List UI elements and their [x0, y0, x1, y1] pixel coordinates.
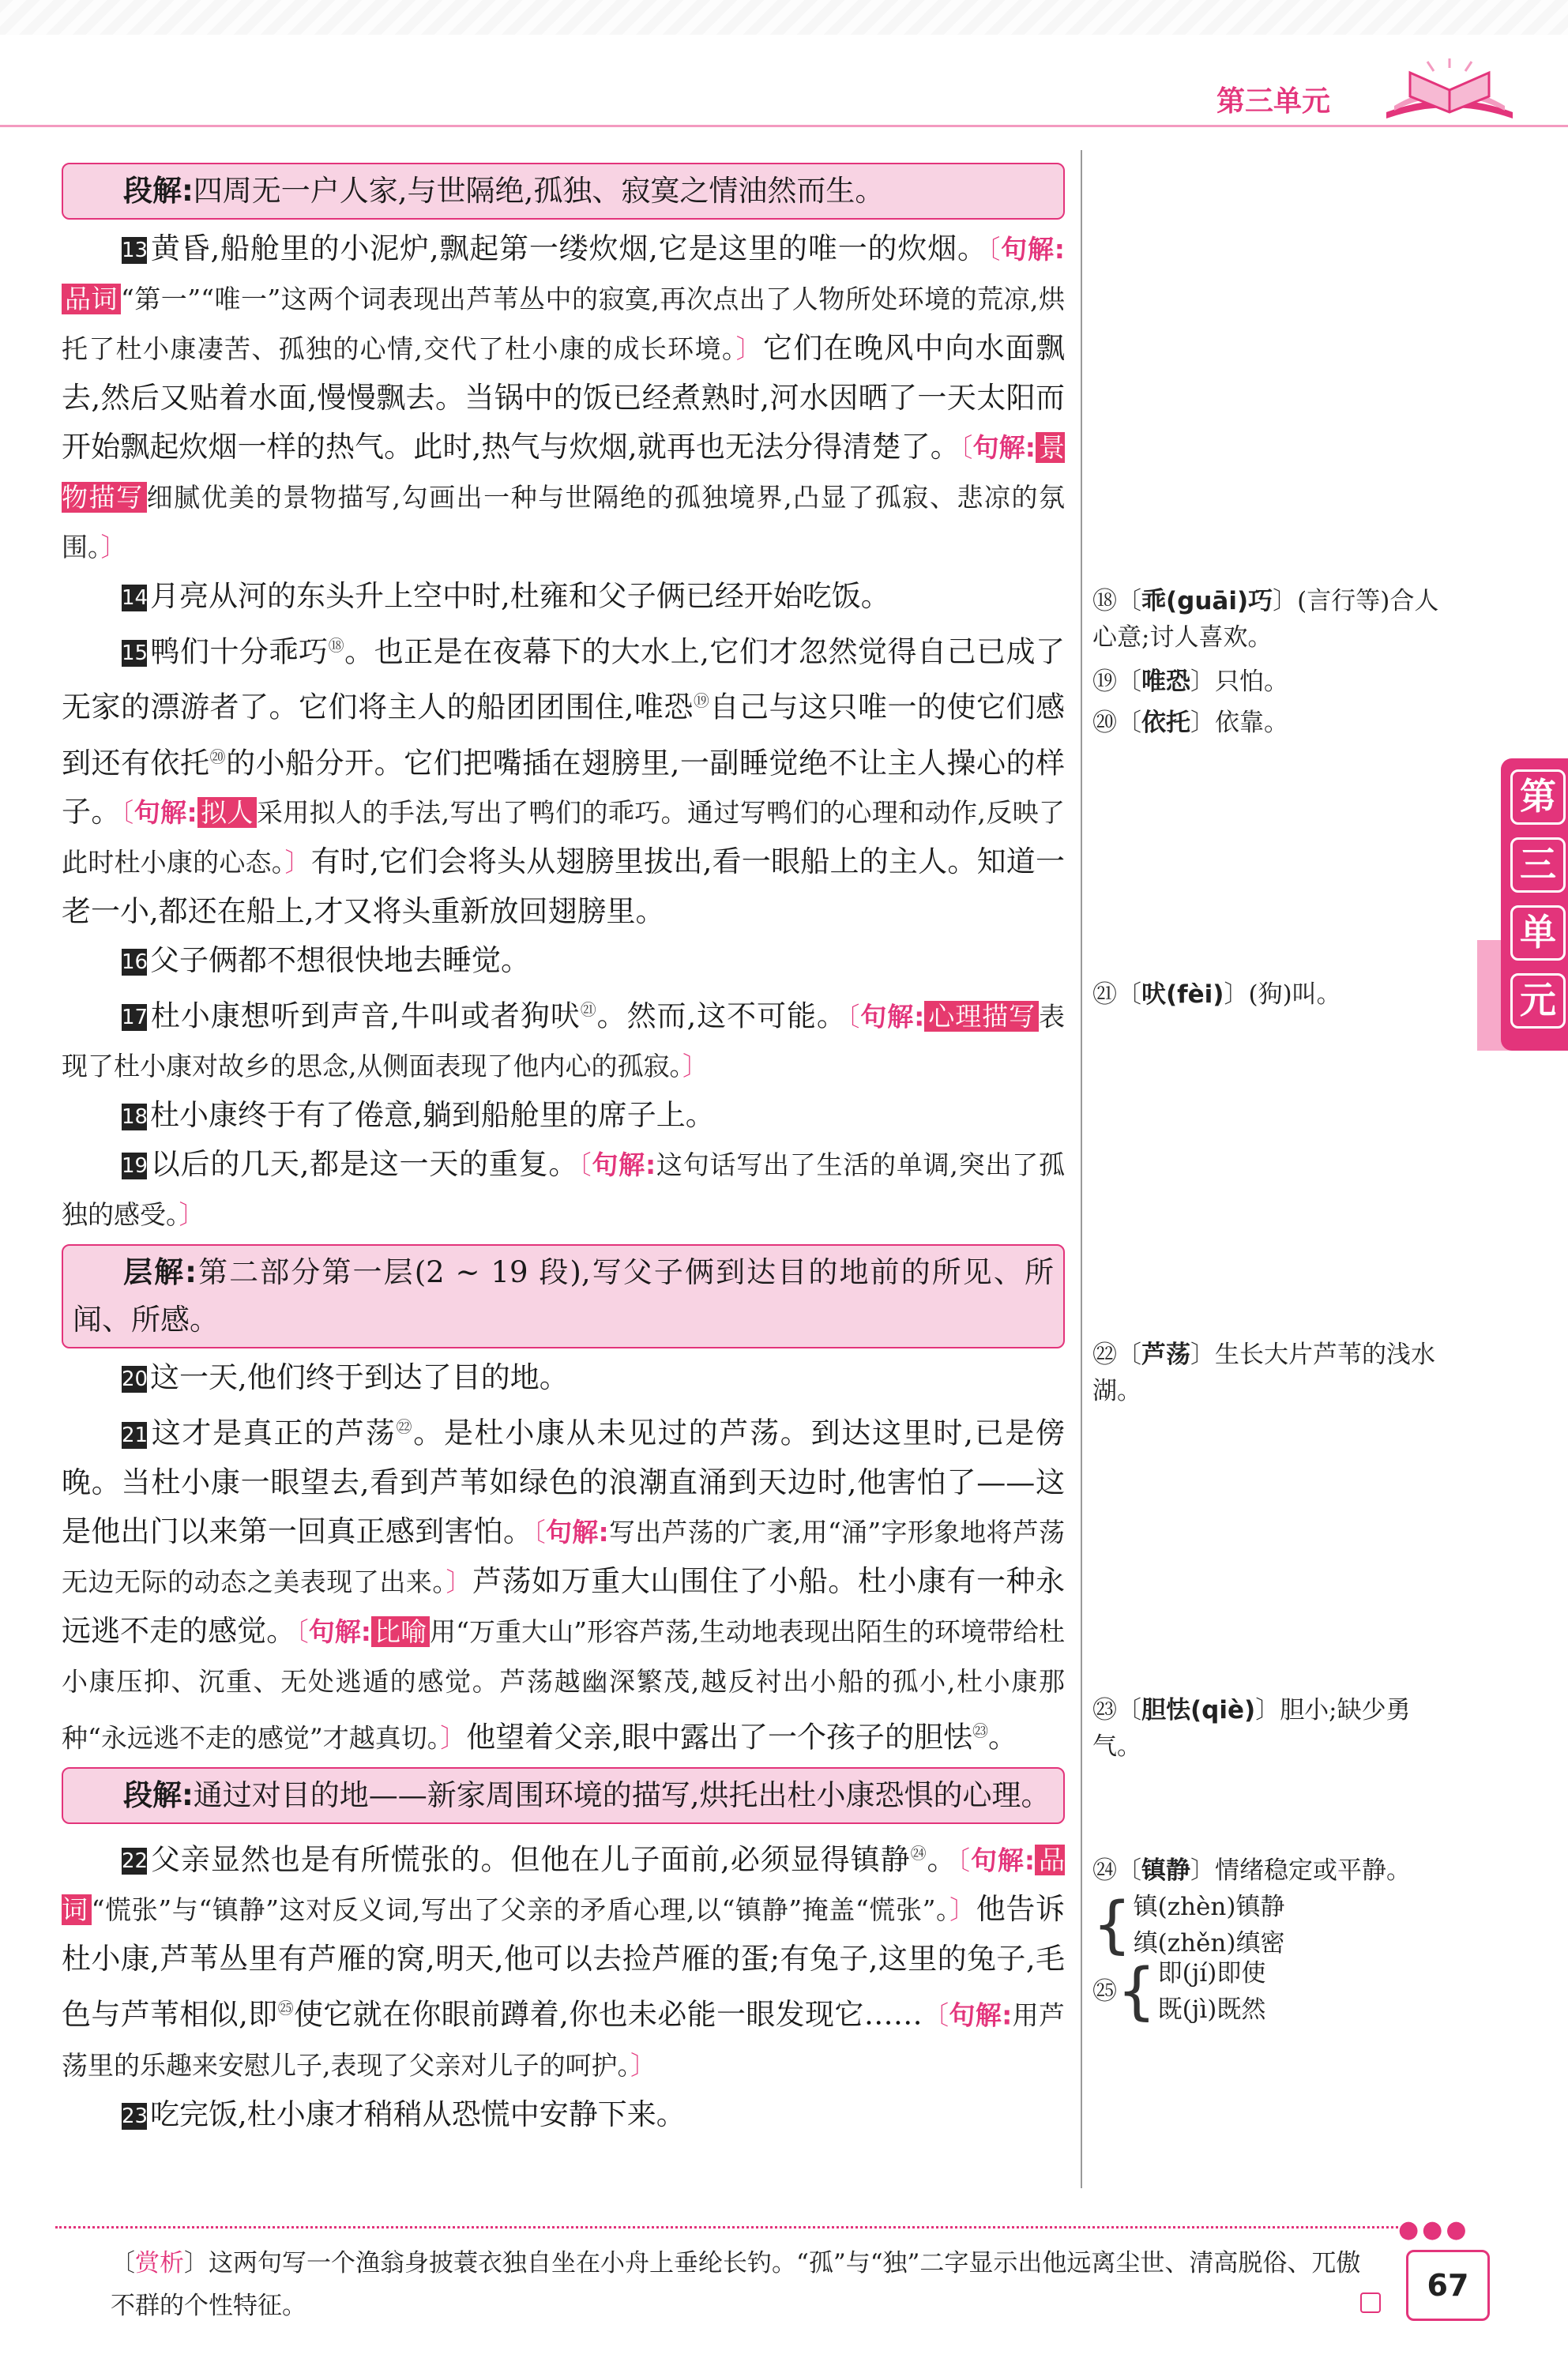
appreciation-note: 〔赏析〕这两句写一个渔翁身披蓑衣独自坐在小舟上垂纶长钓。“孤”与“独”二字显示出他远离尘世、清高脱俗、兀傲不群的个性特征。	[111, 2249, 1361, 2320]
tab-char: 三	[1510, 837, 1566, 893]
paragraph-number: 18	[122, 1105, 149, 1130]
tab-char: 第	[1510, 769, 1566, 825]
paragraph-number: 22	[122, 1849, 149, 1874]
side-note-23: ㉓〔胆怯(qiè)〕胆小;缺少勇气。	[1092, 1696, 1411, 1761]
note-definition: 情绪稳定或平静。	[1215, 1856, 1411, 1885]
top-stripe	[0, 0, 1568, 35]
note-word: 胆怯(qiè)	[1141, 1696, 1256, 1724]
note-definition: (狗)叫。	[1248, 980, 1341, 1009]
side-note-20: ⑳〔依托〕依靠。	[1092, 709, 1288, 737]
paragraph-15: 15鸭们十分乖巧⑱。也正是在夜幕下的大水上,它们才忽然觉得自己已成了无家的漂游者了。它们将主人的船团团围住,唯恐⑲自己与这只唯一的使它们感到还有依托⑳的小船分开。它们把嘴插在翅膀里,一副睡觉绝不让主人操心的样子。〔句解: 拟人 采用拟人的手法,写出了鸭们的乖巧。通过写鸭们的心理和动作,反映了此时杜小康的心态。〕有时,它们会将头从翅膀里拔出,看一眼船上的主人。知道一老一小,都还在船上,才又将头重新放回翅膀里。	[62, 634, 1066, 928]
layer-note	[62, 1244, 1065, 1348]
segment-label: 段解:	[123, 174, 194, 208]
paragraph-17: 17杜小康想听到声音,牛叫或者狗吠$^㉑$。然而,这不可能。〔句解: 心理描写 表现了杜小康对故乡的思念,从侧面表现了他内心的孤寂。〕	[62, 999, 1066, 1082]
note-word: 镇静	[1141, 1856, 1190, 1885]
sentence-annotation: 〔句解:写出芦荡的广袤,用“涌”字形象地将芦荡无边无际的动态之美表现了出来。〕	[62, 1516, 1066, 1597]
note-number: ㉕	[1092, 1977, 1117, 2006]
paragraph-13: 13黄昏,船舱里的小泥炉,飘起第一缕炊烟,它是这里的唯一的炊烟。〔句解:品词 “第一”“唯一”这两个词表现出芦苇丛中的寂寞,再次点出了人物所处环境的荒凉,烘托了杜小康凄苦、孤独的心情,交代了杜小康的成长环境。〕它们在晚风中向水面飘去,然后又贴着水面,慢慢飘去。当锅中的饭已经煮熟时,河水因晒了一天太阳而开始飘起炊烟一样的热气。此时,热气与炊烟,就再也无法分得清楚了。〔句解: 景物描写 细腻优美的景物描写,勾画出一种与世隔绝的孤独境界,凸显了孤寂、悲凉的氛围。〕	[62, 231, 1065, 562]
annotation-tag: 景物描写	[62, 432, 1065, 513]
footnote-ref: ㉕	[277, 1999, 294, 2018]
note-word: 乖(guāi)巧	[1141, 587, 1273, 615]
note-number: ㉒	[1092, 1341, 1117, 1369]
layer-label: 层解:	[123, 1255, 197, 1290]
appreciation-text: 这两句写一个渔翁身披蓑衣独自坐在小舟上垂纶长钓。“孤”与“独”二字显示出他远离尘世、清高脱俗、兀傲不群的个性特征。	[111, 2249, 1361, 2320]
segment-label: 段解:	[123, 1777, 194, 1812]
footnote-ref: ㉑	[580, 999, 597, 1019]
sentence-annotation: 〔句解:品词 “第一”“唯一”这两个词表现出芦苇丛中的寂寞,再次点出了人物所处环境的荒凉,烘托了杜小康凄苦、孤独的心情,交代了杜小康的成长环境。〕	[62, 234, 1065, 364]
note-word: 吠(fèi)	[1141, 980, 1224, 1009]
paragraph-16: 16父子俩都不想很快地去睡觉。	[122, 942, 530, 977]
side-note-18: ⑱〔乖(guāi)巧〕(言行等)合人心意;讨人喜欢。	[1092, 587, 1439, 652]
paragraph-number: 13	[122, 239, 149, 262]
unit-side-tab	[1501, 758, 1568, 1051]
footnote-ref: ㉔	[910, 1843, 927, 1863]
segment-note	[62, 1767, 1065, 1824]
note-number: ⑱	[1092, 587, 1117, 615]
paragraph-number: 20	[122, 1367, 149, 1392]
column-divider	[1081, 150, 1082, 2188]
appreciation-label: 赏析	[135, 2249, 184, 2277]
paragraph-20: 20这一天,他们终于到达了目的地。	[122, 1360, 569, 1395]
side-note-25	[1092, 1955, 1440, 2028]
note-word: 唯恐	[1141, 668, 1190, 696]
sentence-annotation: 〔句解: 拟人 采用拟人的手法,写出了鸭们的乖巧。通过写鸭们的心理和动作,反映了此时杜小康的心态。〕	[62, 796, 1066, 878]
note-number: ⑳	[1092, 709, 1117, 737]
annotation-tag: 品词	[62, 1845, 1066, 1926]
annotation-tag: 心理描写	[924, 1001, 1039, 1032]
paragraph-23: 23吃完饭,杜小康才稍稍从恐慌中安静下来。	[122, 2097, 686, 2131]
paragraph-number: 21	[122, 1423, 149, 1447]
sentence-annotation: 〔句解:用芦荡里的乐趣来安慰儿子,表现了父亲对儿子的呵护。〕	[62, 1999, 1066, 2081]
footnote-ref: ㉒	[396, 1417, 414, 1437]
footnote-ref: ⑳	[209, 747, 227, 766]
segment-text: 四周无一户人家,与世隔绝,孤独、寂寞之情油然而生。	[193, 174, 885, 208]
paragraph-number: 17	[122, 1006, 149, 1030]
sentence-annotation: 〔句解:这句话写出了生活的单调,突出了孤独的感受。〕	[62, 1149, 1066, 1231]
side-note-21: ㉑〔吠(fèi)〕(狗)叫。	[1092, 980, 1341, 1009]
note-number: ㉓	[1092, 1696, 1117, 1724]
note-definition: 只怕。	[1215, 668, 1288, 696]
paragraph-22: 22父亲显然也是有所慌张的。但他在儿子面前,必须显得镇静$^㉔$。〔句解: 品词 “慌张”与“镇静”这对反义词,写出了父亲的矛盾心理,以“镇静”掩盖“慌张”。〕他告诉杜小康,芦苇丛里有芦雁的窝,明天,他可以去捡芦雁的蛋;有兔子,这里的兔子,毛色与芦苇相似,即$^㉕$使它就在你眼前蹲着,你也未必能一眼发现它……〔句解:用芦荡里的乐趣来安慰儿子,表现了父亲对儿子的呵护。〕	[62, 1842, 1066, 2081]
note-word: 依托	[1141, 709, 1190, 737]
note-number: ㉔	[1092, 1856, 1117, 1885]
paragraph-18: 18杜小康终于有了倦意,躺到船舱里的席子上。	[122, 1098, 715, 1133]
footnote-ref: ⑲	[693, 691, 710, 711]
sentence-annotation: 〔句解: 比喻 用“万重大山”形容芦荡,生动地表现出陌生的环境带给杜小康压抑、沉重、无处逃遁的感觉。芦荡越幽深繁茂,越反衬出小船的孤小,杜小康那种“永远逃不走的感觉”才越真切。〕	[62, 1615, 1066, 1753]
footnote-ref: ㉓	[972, 1721, 989, 1740]
tab-char: 元	[1510, 973, 1566, 1029]
tab-char: 单	[1510, 905, 1566, 961]
note-definition: (言行等)合人心意;讨人喜欢。	[1092, 587, 1439, 652]
main-text	[62, 158, 1065, 2139]
sentence-annotation: 〔句解: 景物描写 细腻优美的景物描写,勾画出一种与世隔绝的孤独境界,凸显了孤寂、悲凉的氛围。〕	[62, 432, 1065, 562]
paragraph-number: 15	[122, 641, 149, 666]
paragraph-19: 19以后的几天,都是这一天的重复。〔句解:这句话写出了生活的单调,突出了孤独的感受。〕	[62, 1147, 1066, 1231]
note-word: 芦荡	[1141, 1341, 1190, 1369]
segment-text: 通过对目的地——新家周围环境的描写,烘托出杜小康恐惧的心理。	[193, 1777, 1051, 1812]
layer-text: 第二部分第一层(2 ~ 19 段),写父子俩到达目的地前的所见、所闻、所感。	[73, 1255, 1054, 1337]
side-note-22: ㉒〔芦荡〕生长大片芦苇的浅水湖。	[1092, 1341, 1435, 1405]
paragraph-number: 23	[122, 2104, 149, 2128]
paragraph-number: 19	[122, 1154, 149, 1179]
note-definition: 生长大片芦苇的浅水湖。	[1092, 1341, 1435, 1405]
char-comparison: ㉕ { 即(jí)即使 既(jì)既然	[1092, 1956, 1266, 2027]
sentence-annotation: 〔句解: 心理描写 表现了杜小康对故乡的思念,从侧面表现了他内心的孤寂。〕	[62, 1001, 1066, 1082]
char-comparison: { 镇(zhèn)镇静 缜(zhěn)缜密	[1092, 1890, 1285, 1961]
annotation-tag: 拟人	[197, 797, 257, 828]
paragraph-number: 16	[122, 950, 149, 974]
footer-rule	[55, 2226, 1398, 2228]
footnote-ref: ⑱	[328, 636, 345, 655]
book-logo-icon	[1378, 57, 1521, 122]
sentence-annotation: 〔句解: 品词 “慌张”与“镇静”这对反义词,写出了父亲的矛盾心理,以“镇静”掩盖“慌张”。〕	[62, 1845, 1066, 1926]
unit-title: 第三单元	[1216, 85, 1331, 118]
page-number: 67	[1406, 2250, 1490, 2321]
note-definition: 依靠。	[1215, 709, 1288, 737]
annotation-tag: 比喻	[371, 1616, 430, 1647]
paragraph-21: 21这才是真正的芦荡$^㉒$。是杜小康从未见过的芦荡。到达这里时,已是傍晚。当杜小康一眼望去,看到芦苇如绿色的浪潮直涌到天边时,他害怕了——这是他出门以来第一回真正感到害怕。〔句解:写出芦荡的广袤,用“涌”字形象地将芦荡无边无际的动态之美表现了出来。〕芦荡如万重大山围住了小船。杜小康有一种永远逃不走的感觉。〔句解: 比喻 用“万重大山”形容芦荡,生动地表现出陌生的环境带给杜小康压抑、沉重、无处逃遁的感觉。芦荡越幽深繁茂,越反衬出小船的孤小,杜小康那种“永远逃不走的感觉”才越真切。〕他望着父亲,眼中露出了一个孩子的胆怯$^㉓$。	[62, 1416, 1066, 1754]
footer-dots: ●●●	[1398, 2216, 1470, 2244]
paragraph-number: 14	[122, 586, 149, 610]
side-note-24: ㉔〔镇静〕情绪稳定或平静。 { 镇(zhèn)镇静 缜(zhěn)缜密	[1092, 1852, 1440, 1961]
checkbox-icon	[1360, 2292, 1381, 2313]
paragraph-14: 14月亮从河的东头升上空中时,杜雍和父子俩已经开始吃饭。	[122, 579, 890, 613]
note-number: ⑲	[1092, 668, 1117, 696]
note-number: ㉑	[1092, 980, 1117, 1009]
side-note-19: ⑲〔唯恐〕只怕。	[1092, 668, 1288, 696]
note-definition: 胆小;缺少勇气。	[1092, 1696, 1411, 1761]
segment-note	[62, 163, 1065, 220]
annotation-tag: 品词	[62, 284, 121, 314]
header-rule	[0, 125, 1568, 127]
